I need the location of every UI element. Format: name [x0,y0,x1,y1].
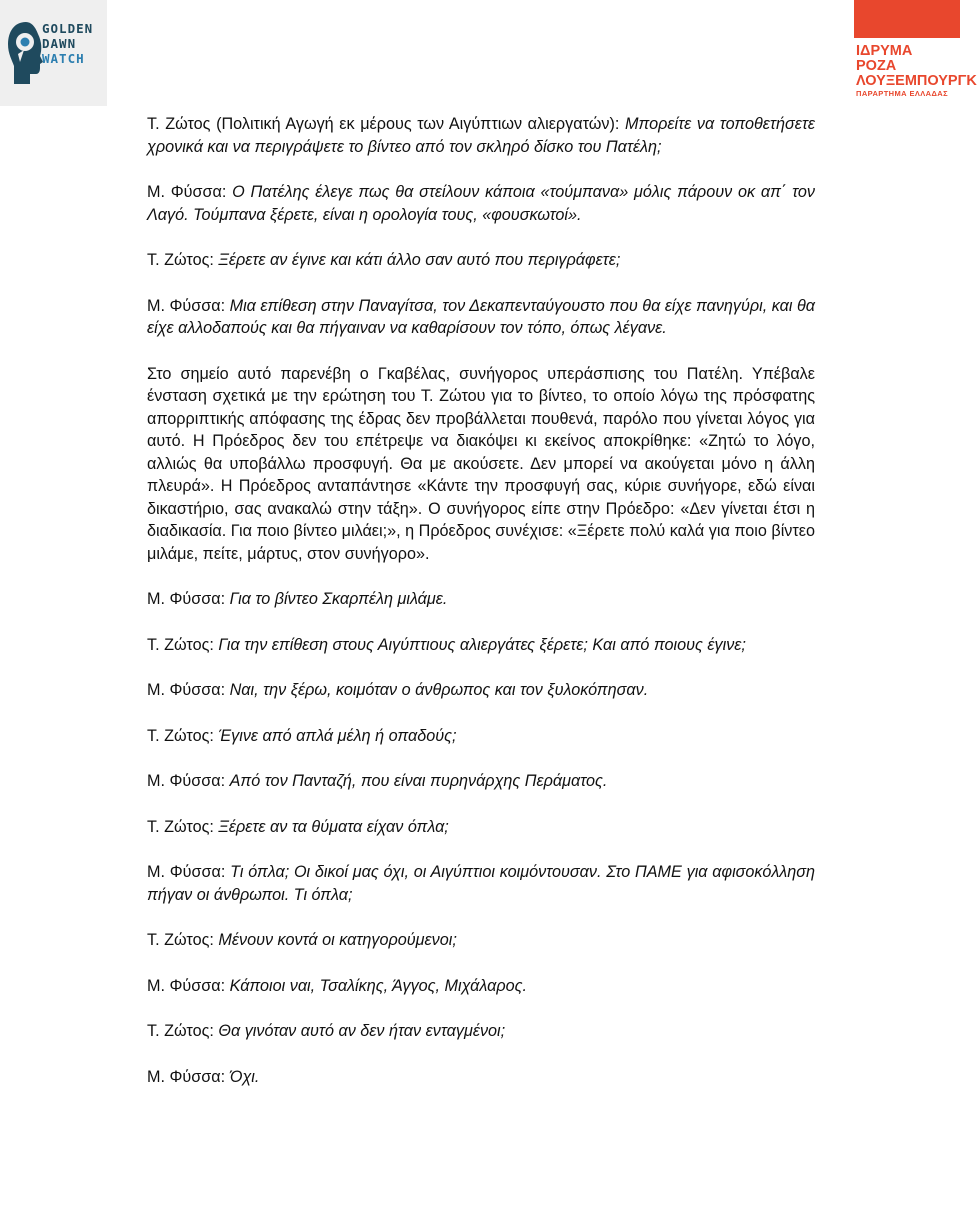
rosa-luxemburg-logo [856,44,977,99]
logo-line-golden: GOLDEN [42,21,94,36]
paragraph [147,929,815,952]
statement: Για το βίντεο Σκαρπέλη μιλάμε. [229,590,448,608]
speaker: Τ. Ζώτος: [147,635,214,654]
speaker: Μ. Φύσσα: [147,1067,226,1086]
speaker: Μ. Φύσσα: [147,976,226,995]
statement: Ξέρετε αν τα θύματα είχαν όπλα; [218,817,449,836]
statement: Ναι, την ξέρω, κοιμόταν ο άνθρωπος και τον ξυλοκόπησαν. [229,681,649,699]
paragraph [147,113,815,158]
paragraph [147,249,815,272]
statement: Για την επίθεση στους Αιγύπτιους αλιεργάτες ξέρετε; Και από ποιους έγινε; [218,635,746,654]
paragraph [147,679,815,702]
logo-line-watch: WATCH [42,51,85,66]
speaker: Τ. Ζώτος: [147,1022,214,1040]
speaker: Μ. Φύσσα: [147,183,227,201]
speaker: Μ. Φύσσα: [147,772,226,790]
transcript-body [147,113,815,1111]
narration: Στο σημείο αυτό παρενέβη ο Γκαβέλας, συνήγορος υπεράσπισης του Πατέλη. Υπέβαλε ένσταση σχετικά με την ερώτηση του Τ. Ζώτου για το βίντεο, το οποίο λόγω της πρόσφατης απορριπτικής απόφασης της έδρας δεν προβάλλεται πουθενά, παρόλο που γίνεται λόγος για αυτό. Η Πρόεδρος δεν του επέτρεψε να διακόψει κι εκείνος αποκρίθηκε: «Ζητώ το λόγο, αλλιώς θα υποβάλλω προσφυγή. Θα με ακούσετε. Δεν μπορεί να ακούγεται μόνο η άλλη πλευρά». Η Πρόεδρος ανταπάντησε «Κάντε την προσφυγή σας, κύριε συνήγορε, εδώ είναι δικαστήριο, σας ανακαλώ στην τάξη». Ο συνήγορος είπε στην Πρόεδρο: «Δεν γίνεται έτσι η διαδικασία. Για ποιο βίντεο μιλάει;», η Πρόεδρος συνέχισε: «Ξέρετε πολύ καλά για ποιο βίντεο μιλάμε, πείτε, μάρτυς, στον συνήγορο». [147,364,815,563]
paragraph [147,181,815,226]
logo-line-dawn: DAWN [42,36,77,51]
statement: Κάποιοι ναι, Τσαλίκης, Άγγος, Μιχάλαρος. [229,976,528,995]
paragraph [147,1020,815,1043]
speaker: Μ. Φύσσα: [147,296,226,315]
statement: Ο Πατέλης έλεγε πως θα στείλουν κάποια «τούμπανα» μόλις πάρουν οκ απ΄ τον Λαγό. Τούμπανα ξέρετε, είναι η ορολογία τους, «φουσκωτοί». [147,183,816,224]
statement: Έγινε από απλά μέλη ή οπαδούς; [218,726,457,745]
statement: Μένουν κοντά οι κατηγορούμενοι; [218,931,457,949]
speaker: Τ. Ζώτος: [147,726,214,745]
golden-dawn-watch-logo [0,0,107,106]
statement: Μπορείτε να τοποθετήσετε χρονικά και να περιγράψετε το βίντεο από τον σκληρό δίσκο του Πατέλη; [147,115,815,156]
paragraph [147,816,815,839]
statement: Από τον Πανταζή, που είναι πυρηνάρχης Περάματος. [229,772,608,790]
statement: Όχι. [229,1067,260,1086]
logo-line-roza: ΡΟΖΑ [856,58,897,74]
speaker: Τ. Ζώτος: [147,931,214,949]
speaker: Μ. Φύσσα: [147,590,226,608]
speaker: Μ. Φύσσα: [147,681,226,699]
logo-line-idryma: ΙΔΡΥΜΑ [856,43,913,59]
speaker: Μ. Φύσσα: [147,863,226,881]
logo-line-luxemburg: ΛΟΥΞΕΜΠΟΥΡΓΚ [856,73,977,89]
logo-subtitle: ΠΑΡΑΡΤΗΜΑ ΕΛΛΑΔΑΣ [856,89,948,98]
rosa-luxemburg-logo-bar [854,0,960,38]
statement: Μια επίθεση στην Παναγίτσα, τον Δεκαπενταύγουστο που θα είχε πανηγύρι, και θα είχε αλλοδαπούς και θα πήγαιναν να καθαρίσουν τον τόπο, όπως λέγανε. [147,296,815,337]
speaker: Τ. Ζώτος (Πολιτική Αγωγή εκ μέρους των Αιγύπτιων αλιεργατών): [147,115,620,133]
statement: Τι όπλα; Οι δικοί μας όχι, οι Αιγύπτιοι κοιμόντουσαν. Στο ΠΑΜΕ για αφισοκόλληση πήγαν οι άνθρωποι. Τι όπλα; [147,863,815,904]
speaker: Τ. Ζώτος: [147,817,214,836]
paragraph [147,295,815,340]
paragraph [147,588,815,611]
statement: Θα γινόταν αυτό αν δεν ήταν ενταγμένοι; [218,1022,506,1040]
paragraph [147,1066,815,1089]
paragraph [147,861,815,906]
eye-head-icon [8,20,44,86]
paragraph [147,634,815,657]
paragraph [147,770,815,793]
narration-paragraph [147,363,815,566]
paragraph [147,725,815,748]
paragraph [147,975,815,998]
statement: Ξέρετε αν έγινε και κάτι άλλο σαν αυτό που περιγράφετε; [218,251,621,269]
speaker: Τ. Ζώτος: [147,251,214,269]
